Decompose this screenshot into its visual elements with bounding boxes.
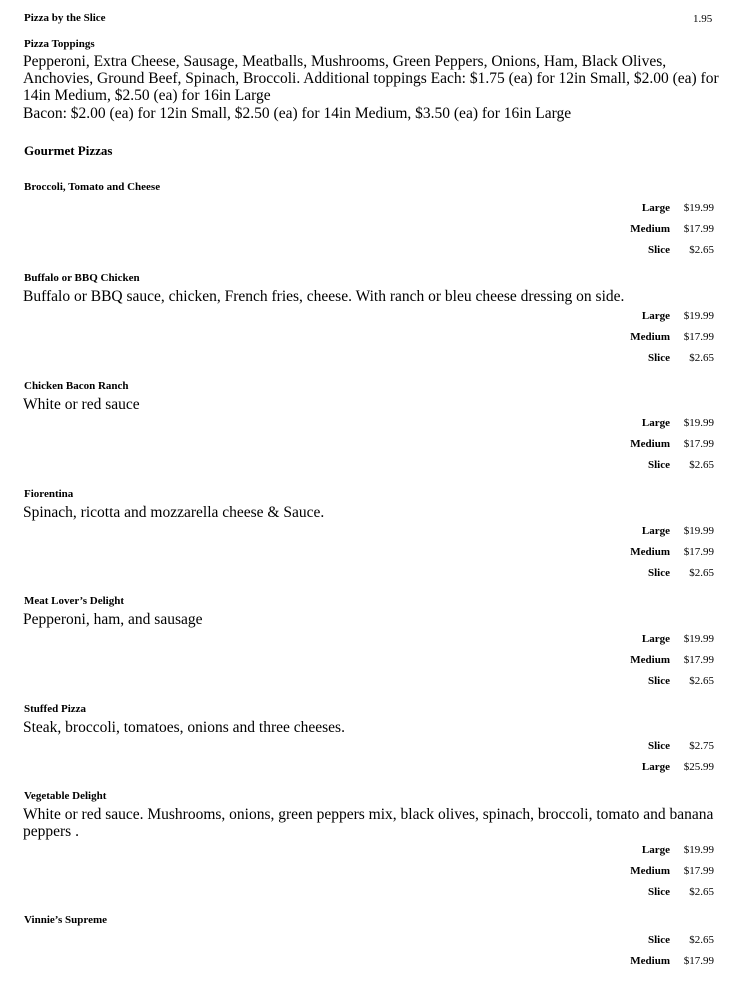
- price-value: $17.99: [683, 865, 714, 877]
- price-label: Medium: [630, 955, 670, 967]
- price-label: Large: [641, 310, 670, 322]
- price-value: $19.99: [683, 417, 714, 429]
- price-label: Slice: [648, 244, 670, 256]
- price-label: Medium: [630, 331, 670, 343]
- toppings-title: Pizza Toppings: [24, 38, 95, 50]
- price-row: [560, 844, 714, 860]
- price-row: [560, 567, 714, 583]
- price-value: $19.99: [683, 525, 714, 537]
- price-value: $19.99: [683, 202, 714, 214]
- price-value: $25.99: [683, 761, 714, 773]
- price-value: $2.75: [689, 740, 714, 752]
- price-row: [560, 244, 714, 260]
- item-description: White or red sauce. Mushrooms, onions, green peppers mix, black olives, spinach, broccoli, tomato and banana peppers .: [23, 806, 714, 840]
- item-name: Buffalo or BBQ Chicken: [24, 272, 140, 284]
- price-label: Slice: [648, 934, 670, 946]
- price-value: $19.99: [683, 844, 714, 856]
- item-name: Vegetable Delight: [24, 790, 107, 802]
- price-row: [560, 352, 714, 368]
- price-row: [560, 654, 714, 670]
- price-value: $2.65: [689, 567, 714, 579]
- price-row: [560, 675, 714, 691]
- price-label: Medium: [630, 438, 670, 450]
- item-name: Broccoli, Tomato and Cheese: [24, 181, 161, 193]
- price-value: $2.65: [689, 934, 714, 946]
- price-label: Slice: [648, 567, 670, 579]
- item-description: White or red sauce: [23, 396, 140, 413]
- price-value: $17.99: [683, 331, 714, 343]
- price-value: $19.99: [683, 633, 714, 645]
- item-description: Pepperoni, ham, and sausage: [23, 611, 203, 628]
- price-row: [560, 438, 714, 454]
- price-value: $17.99: [683, 546, 714, 558]
- price-row: [560, 934, 714, 950]
- toppings-description: Pepperoni, Extra Cheese, Sausage, Meatballs, Mushrooms, Green Peppers, Onions, Ham, Black Olives, Anchovies, Ground Beef, Spinach, Broccoli. Additional toppings Each: $1.75 (ea) for 12in Small, $2.00 (ea) for 14in Medium, $2.50 (ea) for 16in Large: [23, 53, 719, 104]
- price-row: [560, 202, 714, 218]
- price-row: [560, 740, 714, 756]
- price-row: [560, 417, 714, 433]
- gourmet-pizzas-title: Gourmet Pizzas: [24, 143, 113, 158]
- item-name: Meat Lover’s Delight: [24, 595, 124, 607]
- price-label: Large: [641, 761, 670, 773]
- price-label: Medium: [630, 654, 670, 666]
- item-name: Vinnie’s Supreme: [24, 914, 108, 926]
- price-label: Large: [641, 202, 670, 214]
- price-value: $17.99: [683, 438, 714, 450]
- pizza-by-slice-title: Pizza by the Slice: [24, 12, 106, 24]
- price-value: $17.99: [683, 654, 714, 666]
- price-label: Medium: [630, 865, 670, 877]
- price-label: Slice: [648, 352, 670, 364]
- price-label: Large: [641, 417, 670, 429]
- price-row: [560, 633, 714, 649]
- price-label: Large: [641, 633, 670, 645]
- price-label: Slice: [648, 740, 670, 752]
- price-label: Slice: [648, 886, 670, 898]
- toppings-bacon-note: Bacon: $2.00 (ea) for 12in Small, $2.50 (ea) for 14in Medium, $3.50 (ea) for 16in Large: [23, 105, 572, 122]
- price-value: $17.99: [683, 955, 714, 967]
- price-row: [560, 310, 714, 326]
- price-value: $2.65: [689, 244, 714, 256]
- price-value: $2.65: [689, 675, 714, 687]
- price-row: [560, 761, 714, 777]
- item-description: Spinach, ricotta and mozzarella cheese & Sauce.: [23, 504, 325, 521]
- price-row: [560, 865, 714, 881]
- price-row: [560, 223, 714, 239]
- price-row: [560, 331, 714, 347]
- price-label: Large: [641, 525, 670, 537]
- price-row: [560, 459, 714, 475]
- price-value: $17.99: [683, 223, 714, 235]
- item-name: Chicken Bacon Ranch: [24, 380, 129, 392]
- item-name: Fiorentina: [24, 488, 74, 500]
- price-label: Medium: [630, 223, 670, 235]
- pizza-by-slice-price: 1.95: [693, 13, 713, 25]
- price-label: Large: [641, 844, 670, 856]
- price-label: Slice: [648, 459, 670, 471]
- item-description: Buffalo or BBQ sauce, chicken, French fries, cheese. With ranch or bleu cheese dressing on side.: [23, 288, 625, 305]
- price-row: [560, 955, 714, 971]
- price-value: $19.99: [683, 310, 714, 322]
- item-description: Steak, broccoli, tomatoes, onions and three cheeses.: [23, 719, 345, 736]
- price-row: [560, 546, 714, 562]
- price-label: Slice: [648, 675, 670, 687]
- price-label: Medium: [630, 546, 670, 558]
- price-row: [560, 525, 714, 541]
- price-row: [560, 886, 714, 902]
- price-value: $2.65: [689, 352, 714, 364]
- price-value: $2.65: [689, 886, 714, 898]
- price-value: $2.65: [689, 459, 714, 471]
- item-name: Stuffed Pizza: [24, 703, 87, 715]
